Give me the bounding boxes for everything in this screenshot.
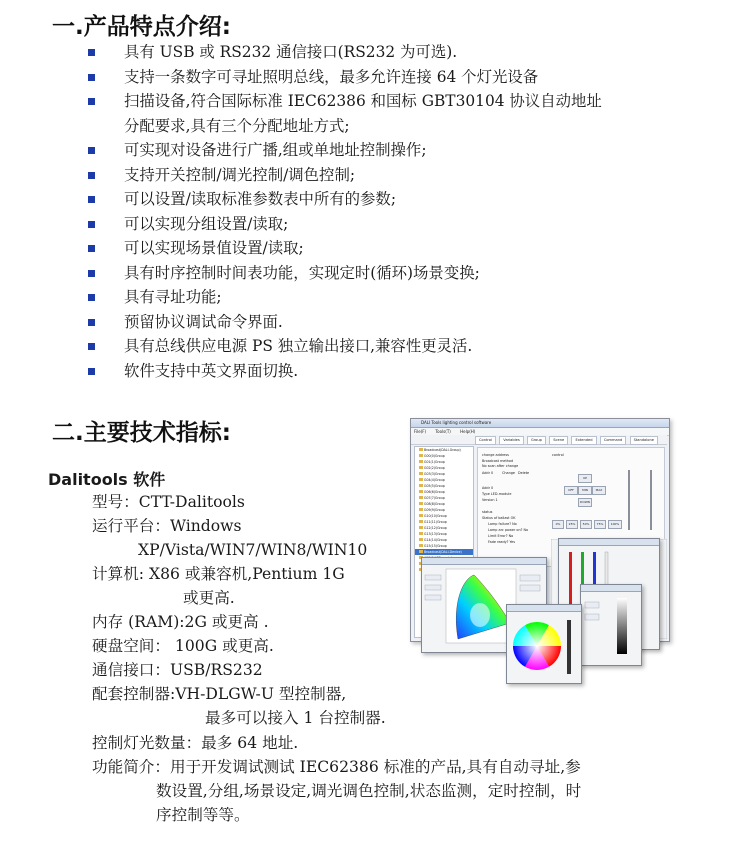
color-wheel-window (506, 604, 582, 684)
level-25-button[interactable]: 25% (566, 520, 578, 529)
tab-bar (475, 436, 660, 445)
square-bullet-icon (88, 343, 95, 350)
feature-list (88, 40, 688, 383)
tree-item[interactable]: G08(8)Group (415, 501, 473, 507)
square-bullet-icon (88, 147, 95, 154)
list-item: 支持一条数字可寻址照明总线，最多允许连接 64 个灯光设备 (88, 65, 688, 90)
square-bullet-icon (88, 49, 95, 56)
menu-file: File(F) (414, 429, 427, 434)
spec-platform: 运行平台：Windows (92, 517, 242, 535)
list-item: 可以实现场景值设置/读取; (88, 236, 688, 261)
menu-help: Help(H) (460, 429, 476, 434)
panel-label: Version 1 (482, 498, 498, 502)
level-100-button[interactable]: 100% (608, 520, 622, 529)
tab-group: Group (527, 436, 546, 445)
spec-computer-cont: 或更高. (183, 589, 235, 607)
panel-label: Status of ballast OK (482, 516, 516, 520)
panel-label: Addr 0 (482, 486, 494, 490)
window-title: DALI Tools lighting control software (411, 419, 669, 428)
menu-tools: Tools(T) (435, 429, 451, 434)
window-titlebar (559, 539, 659, 546)
square-bullet-icon (88, 294, 95, 301)
spec-computer: 计算机: X86 或兼容机,Pentium 1G (92, 565, 345, 583)
tab-scene: Scene (549, 436, 568, 445)
spec-function-cont1: 数设置,分组,场景设定,调光调色控制,状态监测，定时控制，时 (156, 782, 582, 800)
square-bullet-icon (88, 221, 95, 228)
tree-item[interactable]: G15(15)Group (415, 543, 473, 549)
tree-item[interactable]: G07(7)Group (415, 495, 473, 501)
panel-label: Lamp arc power on? No (488, 528, 529, 532)
square-bullet-icon (88, 245, 95, 252)
tree-item[interactable]: G11(11)Group (415, 519, 473, 525)
min-button[interactable]: MIN (578, 486, 592, 495)
panel-label: Lamp failure? No (488, 522, 517, 526)
list-item: 扫描设备,符合国际标准 IEC62386 和国标 GBT30104 协议自动地址 (88, 89, 688, 114)
tab-extended: Extended (571, 436, 596, 445)
list-item-continuation: 分配要求,具有三个分配地址方式; (124, 116, 350, 135)
tree-item[interactable]: G13(13)Group (415, 531, 473, 537)
list-item: 可以实现分组设置/读取; (88, 212, 688, 237)
square-bullet-icon (88, 319, 95, 326)
tab-standalone: Standalone (630, 436, 658, 445)
level-50-button[interactable]: 50% (580, 520, 592, 529)
tree-item[interactable]: G02(2)Group (415, 465, 473, 471)
tree-item[interactable]: G10(10)Group (415, 513, 473, 519)
spec-controller: 配套控制器:VH-DLGW-U 型控制器, (92, 685, 347, 703)
window-titlebar (422, 558, 546, 565)
tree-item[interactable]: G05(5)Group (415, 483, 473, 489)
list-item: 具有时序控制时间表功能，实现定时(循环)场景变换; (88, 261, 688, 286)
up-button[interactable]: UP (578, 474, 592, 483)
panel-label: control (552, 453, 564, 457)
off-button[interactable]: OFF (564, 486, 578, 495)
square-bullet-icon (88, 74, 95, 81)
panel-label: Limit Error? No (488, 534, 514, 538)
color-wheel-icon[interactable] (507, 612, 579, 682)
section-1-title: 一.产品特点介绍: (52, 14, 231, 40)
spec-function: 功能简介：用于开发调试测试 IEC62386 标准的产品,具有自动寻址,参 (92, 758, 581, 776)
tree-item[interactable]: G00(0)Group (415, 453, 473, 459)
window-titlebar (507, 605, 581, 612)
spec-lights: 控制灯光数量：最多 64 地址. (92, 734, 299, 752)
list-item: 具有 USB 或 RS232 通信接口(RS232 为可选). (88, 40, 688, 65)
level-0-button[interactable]: 0% (552, 520, 564, 529)
tree-item[interactable]: G09(9)Group (415, 507, 473, 513)
tree-item[interactable]: G06(6)Group (415, 489, 473, 495)
panel-label: Type LED-module (482, 492, 512, 496)
color-temperature-gradient (581, 592, 639, 664)
color-temperature-window (580, 584, 642, 666)
panel-label: Change (502, 471, 515, 475)
window-titlebar (581, 585, 641, 592)
color-temp-slider[interactable] (650, 470, 652, 530)
panel-label: Addr 0 (482, 471, 494, 475)
tree-item[interactable]: Broadcast(DALI-Group) (415, 447, 473, 453)
brightness-slider[interactable] (628, 470, 630, 530)
square-bullet-icon (88, 172, 95, 179)
tree-item[interactable]: G03(3)Group (415, 471, 473, 477)
list-item: 具有寻址功能; (88, 285, 688, 310)
spec-comm: 通信接口：USB/RS232 (92, 661, 263, 679)
spec-model: 型号：CTT-Dalitools (92, 493, 245, 511)
list-item: 可以设置/读取标准参数表中所有的参数; (88, 187, 688, 212)
list-item: 可实现对设备进行广播,组或单地址控制操作; (88, 138, 688, 163)
spec-ram: 内存 (RAM):2G 或更高 . (92, 613, 269, 631)
spec-platform-cont: XP/Vista/WIN7/WIN8/WIN10 (138, 541, 368, 559)
spec-controller-cont: 最多可以接入 1 台控制器. (205, 709, 386, 727)
panel-label: Broadcast method (482, 459, 514, 463)
section-2-title: 二.主要技术指标: (52, 420, 231, 446)
spec-disk: 硬盘空间： 100G 或更高. (92, 637, 274, 655)
down-button[interactable]: DOWN (578, 498, 592, 507)
panel-label: Delete (518, 471, 530, 475)
square-bullet-icon (88, 196, 95, 203)
product-name: Dalitools 软件 (48, 470, 166, 489)
square-bullet-icon (88, 368, 95, 375)
tree-item[interactable]: G14(14)Group (415, 537, 473, 543)
spec-function-cont2: 序控制等等。 (156, 806, 250, 824)
panel-label: Fade ready? Yes (488, 540, 516, 544)
tree-item[interactable]: G04(4)Group (415, 477, 473, 483)
panel-label: change address (482, 453, 509, 457)
max-button[interactable]: MAX (592, 486, 606, 495)
list-item: 预留协议调试命令界面. (88, 310, 688, 335)
list-item: 支持开关控制/调光控制/调色控制; (88, 163, 688, 188)
tab-command: Command (600, 436, 626, 445)
tab-control: Control (475, 436, 496, 445)
panel-label: No scan after change (482, 464, 519, 468)
tab-variables: Variables (499, 436, 523, 445)
tree-item[interactable]: G12(12)Group (415, 525, 473, 531)
square-bullet-icon (88, 270, 95, 277)
square-bullet-icon (88, 98, 95, 105)
tree-item[interactable]: Broadcast(DALI-Device) (415, 549, 473, 555)
panel-label: status (482, 510, 493, 514)
tree-item[interactable]: G01(1)Group (415, 459, 473, 465)
level-75-button[interactable]: 75% (594, 520, 606, 529)
list-item: 软件支持中英文界面切换. (88, 359, 688, 384)
list-item: 具有总线供应电源 PS 独立输出接口,兼容性更灵活. (88, 334, 688, 359)
